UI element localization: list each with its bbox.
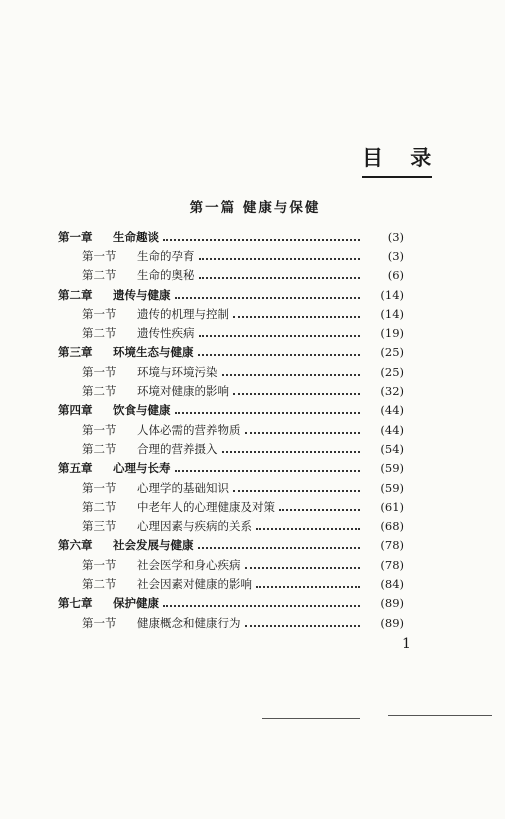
entry-number: 第二节	[82, 441, 117, 456]
entry-number: 第一节	[82, 248, 117, 263]
entry-page: (89)	[380, 615, 404, 630]
dot-leader	[163, 605, 360, 607]
entry-title: 生命的奥秘	[137, 268, 195, 283]
entry-page: (78)	[380, 557, 404, 572]
toc-entry	[0, 323, 505, 342]
entry-page: (78)	[380, 538, 404, 553]
entry-title: 心理与长寿	[113, 461, 171, 476]
entry-page: (59)	[380, 480, 404, 495]
toc-title: 目 录	[362, 145, 442, 170]
toc-entry	[0, 401, 505, 420]
dot-leader	[198, 547, 361, 549]
dot-leader	[245, 432, 361, 434]
entry-title: 心理因素与疾病的关系	[137, 519, 252, 534]
toc-entry	[0, 613, 505, 632]
entry-page: (25)	[380, 345, 404, 360]
dot-leader	[233, 490, 360, 492]
toc-entry	[0, 420, 505, 439]
entry-title: 遗传性疾病	[137, 326, 195, 341]
entry-title: 中老年人的心理健康及对策	[137, 499, 275, 514]
dot-leader	[199, 258, 361, 260]
entry-number: 第三章	[58, 345, 93, 360]
toc-entry	[0, 516, 505, 535]
toc-entry	[0, 266, 505, 285]
toc-entry	[0, 304, 505, 323]
dot-leader	[199, 335, 361, 337]
toc-list	[0, 227, 505, 632]
entry-number: 第六章	[58, 538, 93, 553]
part-heading: 第一篇 健康与保健	[189, 200, 321, 216]
entry-page: (59)	[380, 461, 404, 476]
entry-number: 第四章	[58, 403, 93, 418]
entry-page: (84)	[380, 576, 404, 591]
dot-leader	[222, 451, 361, 453]
dot-leader	[175, 412, 361, 414]
entry-page: (32)	[380, 384, 404, 399]
toc-entry	[0, 285, 505, 304]
entry-title: 社会因素对健康的影响	[137, 576, 252, 591]
entry-number: 第一节	[82, 306, 117, 321]
toc-entry	[0, 536, 505, 555]
dot-leader	[175, 297, 361, 299]
toc-entry	[0, 478, 505, 497]
entry-page: (3)	[387, 229, 404, 244]
entry-number: 第一节	[82, 364, 117, 379]
entry-title: 生命的孕育	[137, 248, 195, 263]
entry-number: 第一章	[58, 229, 93, 244]
toc-entry	[0, 574, 505, 593]
entry-title: 合理的营养摄入	[137, 441, 218, 456]
entry-number: 第二节	[82, 268, 117, 283]
dot-leader	[163, 239, 360, 241]
entry-page: (68)	[380, 519, 404, 534]
dot-leader	[233, 316, 360, 318]
entry-number: 第二节	[82, 499, 117, 514]
toc-entry	[0, 362, 505, 381]
scan-artifact-line	[388, 715, 492, 716]
toc-entry	[0, 381, 505, 400]
entry-page: (25)	[380, 364, 404, 379]
entry-title: 遗传与健康	[113, 287, 171, 302]
entry-page: (19)	[380, 326, 404, 341]
entry-title: 保护健康	[113, 596, 159, 611]
dot-leader	[279, 509, 360, 511]
entry-title: 社会发展与健康	[113, 538, 194, 553]
entry-number: 第一节	[82, 480, 117, 495]
scan-artifact-line	[262, 718, 360, 719]
dot-leader	[222, 374, 361, 376]
entry-page: (14)	[380, 306, 404, 321]
toc-title-underline	[362, 176, 432, 178]
entry-page: (14)	[380, 287, 404, 302]
toc-entry	[0, 439, 505, 458]
entry-page: (54)	[380, 441, 404, 456]
dot-leader	[175, 470, 361, 472]
dot-leader	[199, 277, 361, 279]
dot-leader	[198, 354, 361, 356]
dot-leader	[245, 625, 361, 627]
dot-leader	[256, 528, 360, 530]
toc-entry	[0, 555, 505, 574]
entry-title: 饮食与健康	[113, 403, 171, 418]
entry-title: 遗传的机理与控制	[137, 306, 229, 321]
entry-number: 第二章	[58, 287, 93, 302]
entry-page: (89)	[380, 596, 404, 611]
entry-number: 第七章	[58, 596, 93, 611]
toc-entry	[0, 459, 505, 478]
entry-number: 第二节	[82, 326, 117, 341]
toc-entry	[0, 343, 505, 362]
toc-entry	[0, 594, 505, 613]
entry-page: (44)	[380, 422, 404, 437]
entry-page: (61)	[380, 499, 404, 514]
entry-title: 人体必需的营养物质	[137, 422, 241, 437]
dot-leader	[256, 586, 360, 588]
entry-title: 心理学的基础知识	[137, 480, 229, 495]
entry-page: (6)	[387, 268, 404, 283]
entry-number: 第一节	[82, 422, 117, 437]
entry-title: 环境对健康的影响	[137, 384, 229, 399]
dot-leader	[233, 393, 360, 395]
entry-title: 环境与环境污染	[137, 364, 218, 379]
entry-number: 第一节	[82, 557, 117, 572]
toc-entry	[0, 497, 505, 516]
page-number: 1	[402, 636, 411, 652]
toc-entry	[0, 246, 505, 265]
entry-number: 第二节	[82, 576, 117, 591]
entry-title: 环境生态与健康	[113, 345, 194, 360]
entry-title: 生命趣谈	[113, 229, 159, 244]
dot-leader	[245, 567, 361, 569]
entry-number: 第一节	[82, 615, 117, 630]
toc-entry	[0, 227, 505, 246]
entry-title: 社会医学和身心疾病	[137, 557, 241, 572]
entry-number: 第二节	[82, 384, 117, 399]
entry-page: (3)	[387, 248, 404, 263]
entry-page: (44)	[380, 403, 404, 418]
entry-number: 第五章	[58, 461, 93, 476]
entry-title: 健康概念和健康行为	[137, 615, 241, 630]
entry-number: 第三节	[82, 519, 117, 534]
